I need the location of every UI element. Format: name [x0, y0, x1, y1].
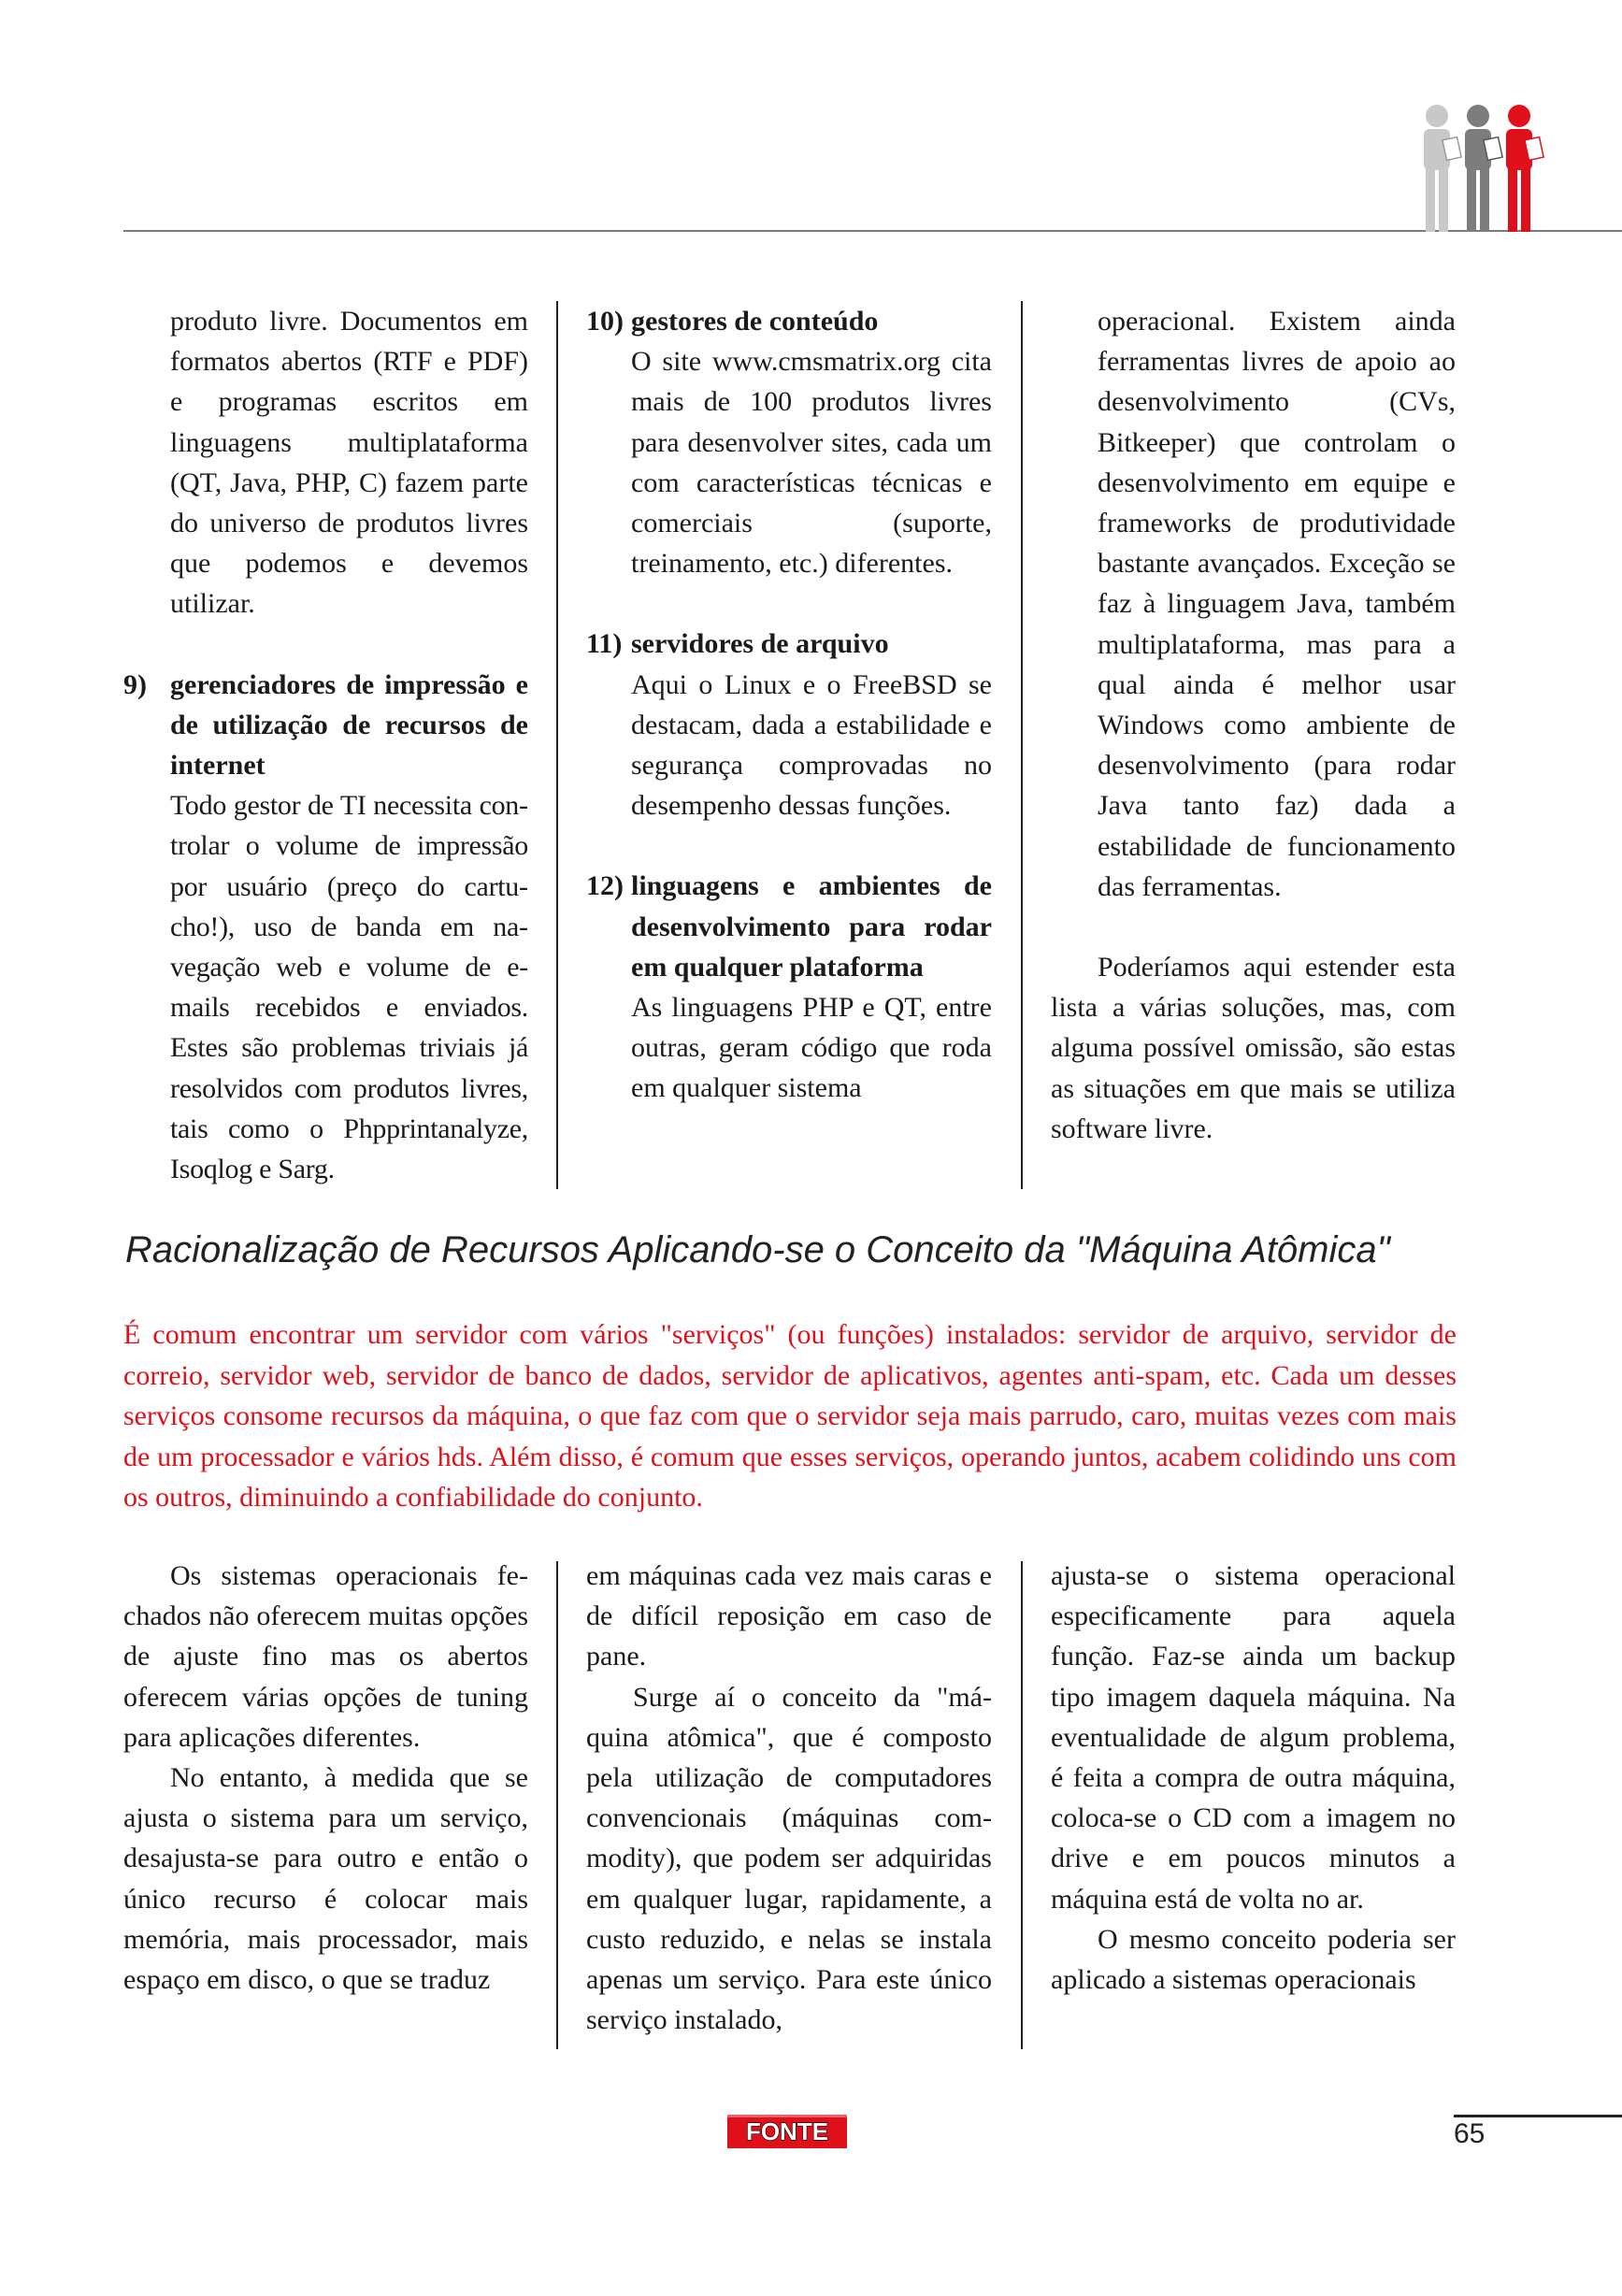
section-lede: [123, 1314, 1457, 1518]
page-number-rule: [1454, 2115, 1622, 2117]
column-divider: [1021, 1561, 1023, 2049]
page-number: 65: [1454, 2118, 1486, 2149]
list-item-9: [123, 665, 528, 1190]
paragraph: O mesmo conceito poderia ser aplicado a sistemas operacionais: [1051, 1923, 1456, 1996]
item-number: 9): [123, 668, 147, 700]
top-column-1: [123, 301, 528, 1189]
item-text: As linguagens PHP e QT, entre outras, geram código que roda em qualquer sistema: [631, 992, 992, 1104]
column-divider: [1021, 301, 1023, 1189]
bottom-column-2: [586, 1556, 992, 2040]
column-divider: [556, 1561, 558, 2049]
item-title: gestores de conteúdo: [631, 306, 879, 337]
section-heading: Racionalização de Recursos Aplicando-se o Conceito da "Máquina Atômica": [125, 1229, 1390, 1270]
header-rule: [123, 230, 1622, 232]
column-divider: [556, 301, 558, 1189]
item-number: 11): [586, 628, 623, 660]
paragraph: operacional. Existem ainda ferramentas livres de apoio ao desenvolvimento (CVs, Bitkeeper) que controlam o desenvolvimento em equipe e frameworks de produtividade bastante avançados. Exceção se faz à linguagem Java, também multiplataforma, mas para a qual ainda é melhor usar Windows como ambiente de desenvolvimento (para rodar Java tanto faz) dada a estabilidade de funcionamento das ferramentas.: [1098, 306, 1456, 902]
list-item-10: [586, 301, 992, 583]
bottom-column-3: [1051, 1556, 1456, 2000]
top-column-2: [586, 301, 992, 1109]
item-number: 10): [586, 306, 624, 337]
list-item-12: [586, 866, 992, 1108]
paragraph: Surge aí o conceito da "máquina atômica", que é composto pela utilização de computadores convencionais (máquinas commodity), que podem ser adquiridas em qualquer lugar, rapidamente, a custo reduzido, e nelas se instala apenas um serviço. Para este único serviço instalado,: [586, 1681, 992, 2036]
lede-paragraph: É comum encontrar um servidor com vários "serviços" (ou funções) instalados: servidor de arquivo, servidor de correio, servidor web, servidor de banco de dados, servidor de aplicativos, agentes anti-spam, etc. Cada um desses serviços consome recursos da máquina, o que faz com que o servidor seja mais parrudo, caro, muitas vezes com mais de um processador e vários hds. Além disso, é comum que esses serviços, operando juntos, acabem colidindo uns com os outros, diminuindo a confiabilidade do conjunto.: [123, 1319, 1457, 1514]
top-column-3: [1051, 301, 1456, 1149]
bottom-columns: [123, 1556, 1456, 2060]
paragraph: No entanto, à medida que se ajusta o sistema para um serviço, desajusta-se para outro e então o único recurso é colocar mais memória, mais processador, mais espaço em disco, o que se traduz: [123, 1762, 528, 1996]
bottom-column-1: [123, 1556, 528, 2000]
item-text: O site www.cmsmatrix.org cita mais de 100 produtos livres para desenvolver sites, cada um com características técnicas e comerciais (suporte, treinamento, etc.) diferentes.: [631, 346, 992, 580]
item-title: servidores de arquivo: [631, 628, 889, 660]
paragraph: produto livre. Documentos em formatos abertos (RTF e PDF) e programas escritos em linguagens multiplataforma (QT, Java, PHP, C) fazem parte do universo de produtos livres que podemos e devemos utilizar.: [170, 306, 528, 620]
paragraph: em máquinas cada vez mais caras e de difícil reposição em caso de pane.: [586, 1560, 992, 1672]
paragraph: Poderíamos aqui estender esta lista a várias soluções, mas, com alguma possível omissão, são estas as situações em que mais se utiliza software livre.: [1051, 952, 1456, 1144]
item-number: 12): [586, 870, 624, 902]
top-columns: [123, 301, 1456, 1200]
people-logo-icon: [1407, 103, 1557, 232]
paragraph: Os sistemas operacionais fechados não oferecem muitas opções de ajuste fino mas os abertos oferecem várias opções de tuning para aplicações diferentes.: [123, 1560, 528, 1753]
fonte-logo: [727, 2115, 847, 2148]
item-text: Todo gestor de TI necessita controlar o volume de impressão por usuário (preço do cartucho!), uso de banda em navegação web e volume de e-mails recebidos e enviados. Estes são problemas triviais já resolvidos com produtos livres, tais como o Phpprintanalyze, Isoqlog e Sarg.: [170, 790, 528, 1185]
list-item-11: [586, 624, 992, 825]
fonte-logo-text: FONTE: [745, 2117, 829, 2145]
item-title: linguagens e ambientes de desenvolvimento para rodar em qualquer plataforma: [631, 870, 992, 983]
item-title: gerenciadores de impressão e de utilização de recursos de internet: [170, 668, 528, 782]
item-text: Aqui o Linux e o FreeBSD se destacam, dada a estabilidade e segurança comprovadas no desempenho dessas funções.: [631, 668, 992, 822]
paragraph: ajusta-se o sistema operacional especificamente para aquela função. Faz-se ainda um backup tipo imagem daquela máquina. Na eventualidade de algum problema, é feita a compra de outra máquina, coloca-se o CD com a imagem no drive e em poucos minutos a máquina está de volta no ar.: [1051, 1560, 1456, 1915]
